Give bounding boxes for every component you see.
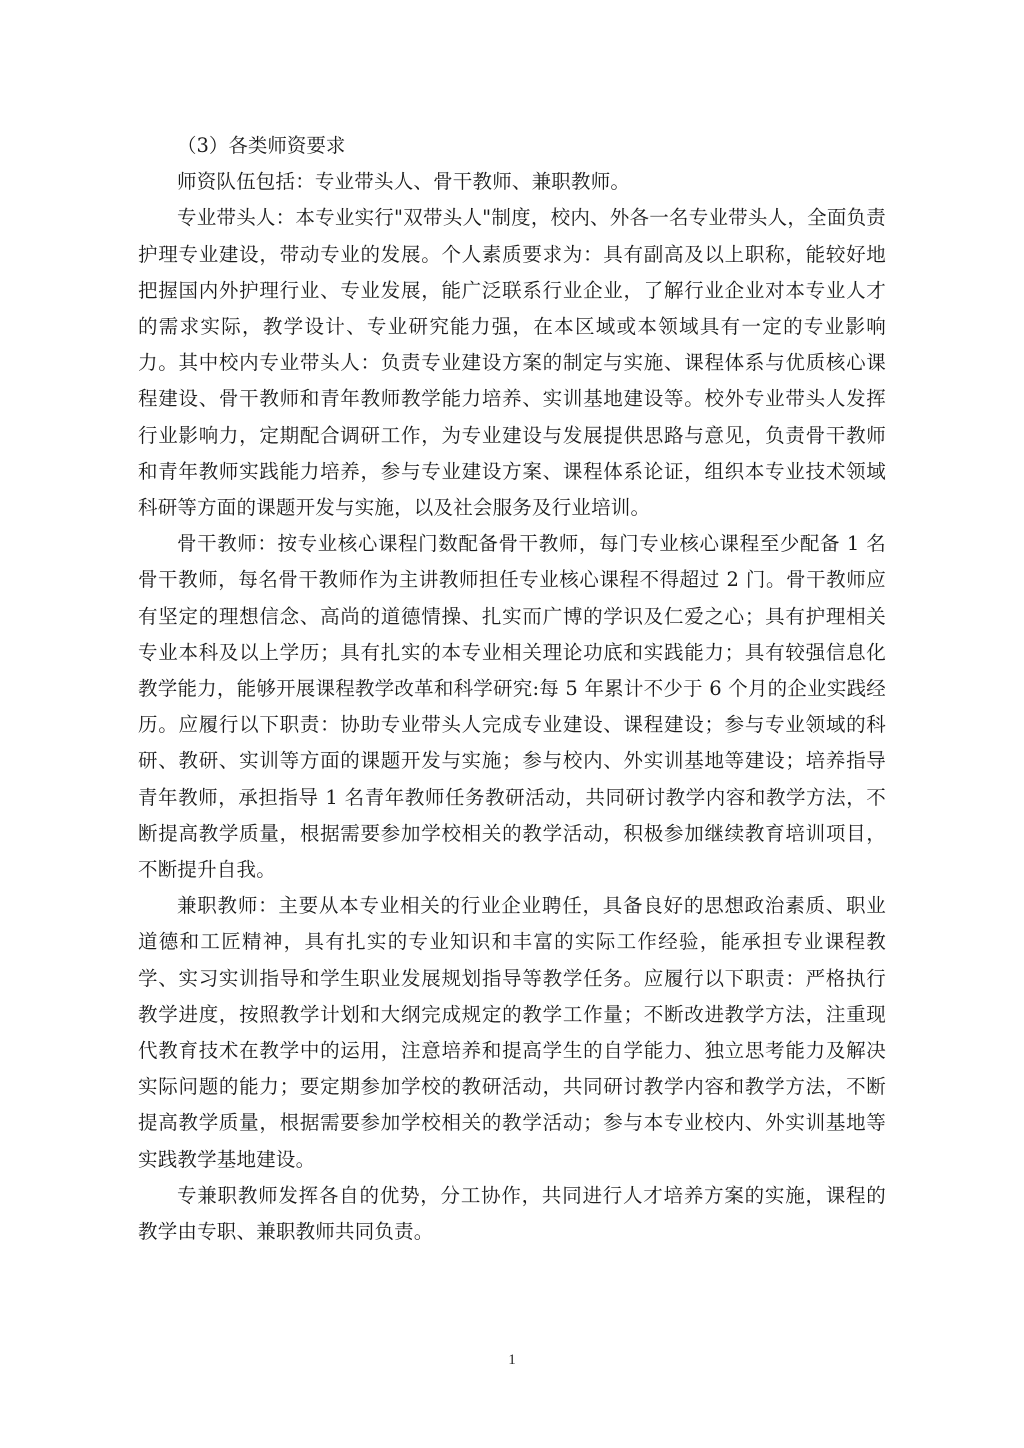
page-number: 1 [508,1352,516,1368]
section-heading: （3）各类师资要求 [177,134,346,157]
document-body [138,128,886,1250]
paragraph-collaboration: 专兼职教师发挥各自的优势，分工协作，共同进行人才培养方案的实施，课程的教学由专职、兼职教师共同负责。 [138,1183,886,1244]
paragraph-program-leader: 专业带头人：本专业实行"双带头人"制度，校内、外各一名专业带头人，全面负责护理专业建设，带动专业的发展。个人素质要求为：具有副高及以上职称，能较好地把握国内外护理行业、专业发展，能广泛联系行业企业，了解行业企业对本专业人才的需求实际，教学设计、专业研究能力强，在本区域或本领域具有一定的专业影响力。其中校内专业带头人：负责专业建设方案的制定与实施、课程体系与优质核心课程建设、骨干教师和青年教师教学能力培养、实训基地建设等。校外专业带头人发挥行业影响力，定期配合调研工作，为专业建设与发展提供思路与意见，负责骨干教师和青年教师实践能力培养，参与专业建设方案、课程体系论证，组织本专业技术领域科研等方面的课题开发与实施，以及社会服务及行业培训。 [138,206,886,520]
paragraph-faculty-overview: 师资队伍包括：专业带头人、骨干教师、兼职教师。 [177,170,631,194]
paragraph-part-time-teacher: 兼职教师：主要从本专业相关的行业企业聘任，具备良好的思想政治素质、职业道德和工匠精神，具有扎实的专业知识和丰富的实际工作经验，能承担专业课程教学、实习实训指导和学生职业发展规划指导等教学任务。应履行以下职责：严格执行教学进度，按照教学计划和大纲完成规定的教学工作量；不断改进教学方法，注重现代教育技术在教学中的运用，注意培养和提高学生的自学能力、独立思考能力及解决实际问题的能力；要定期参加学校的教研活动，共同研讨教学内容和教学方法，不断提高教学质量，根据需要参加学校相关的教学活动；参与本专业校内、外实训基地等实践教学基地建设。 [138,894,886,1171]
paragraph-core-teacher: 骨干教师：按专业核心课程门数配备骨干教师，每门专业核心课程至少配备 1 名骨干教师，每名骨干教师作为主讲教师担任专业核心课程不得超过 2 门。骨干教师应有坚定的理想信念、高尚的道德情操、扎实而广博的学识及仁爱之心；具有护理相关专业本科及以上学历；具有扎实的本专业相关理论功底和实践能力；具有较强信息化教学能力，能够开展课程教学改革和科学研究:每 5 年累计不少于 6 个月的企业实践经历。应履行以下职责：协助专业带头人完成专业建设、课程建设；参与专业领域的科研、教研、实训等方面的课题开发与实施；参与校内、外实训基地等建设；培养指导青年教师，承担指导 1 名青年教师任务教研活动，共同研讨教学内容和教学方法，不断提高教学质量，根据需要参加学校相关的教学活动，积极参加继续教育培训项目，不断提升自我。 [138,532,886,882]
